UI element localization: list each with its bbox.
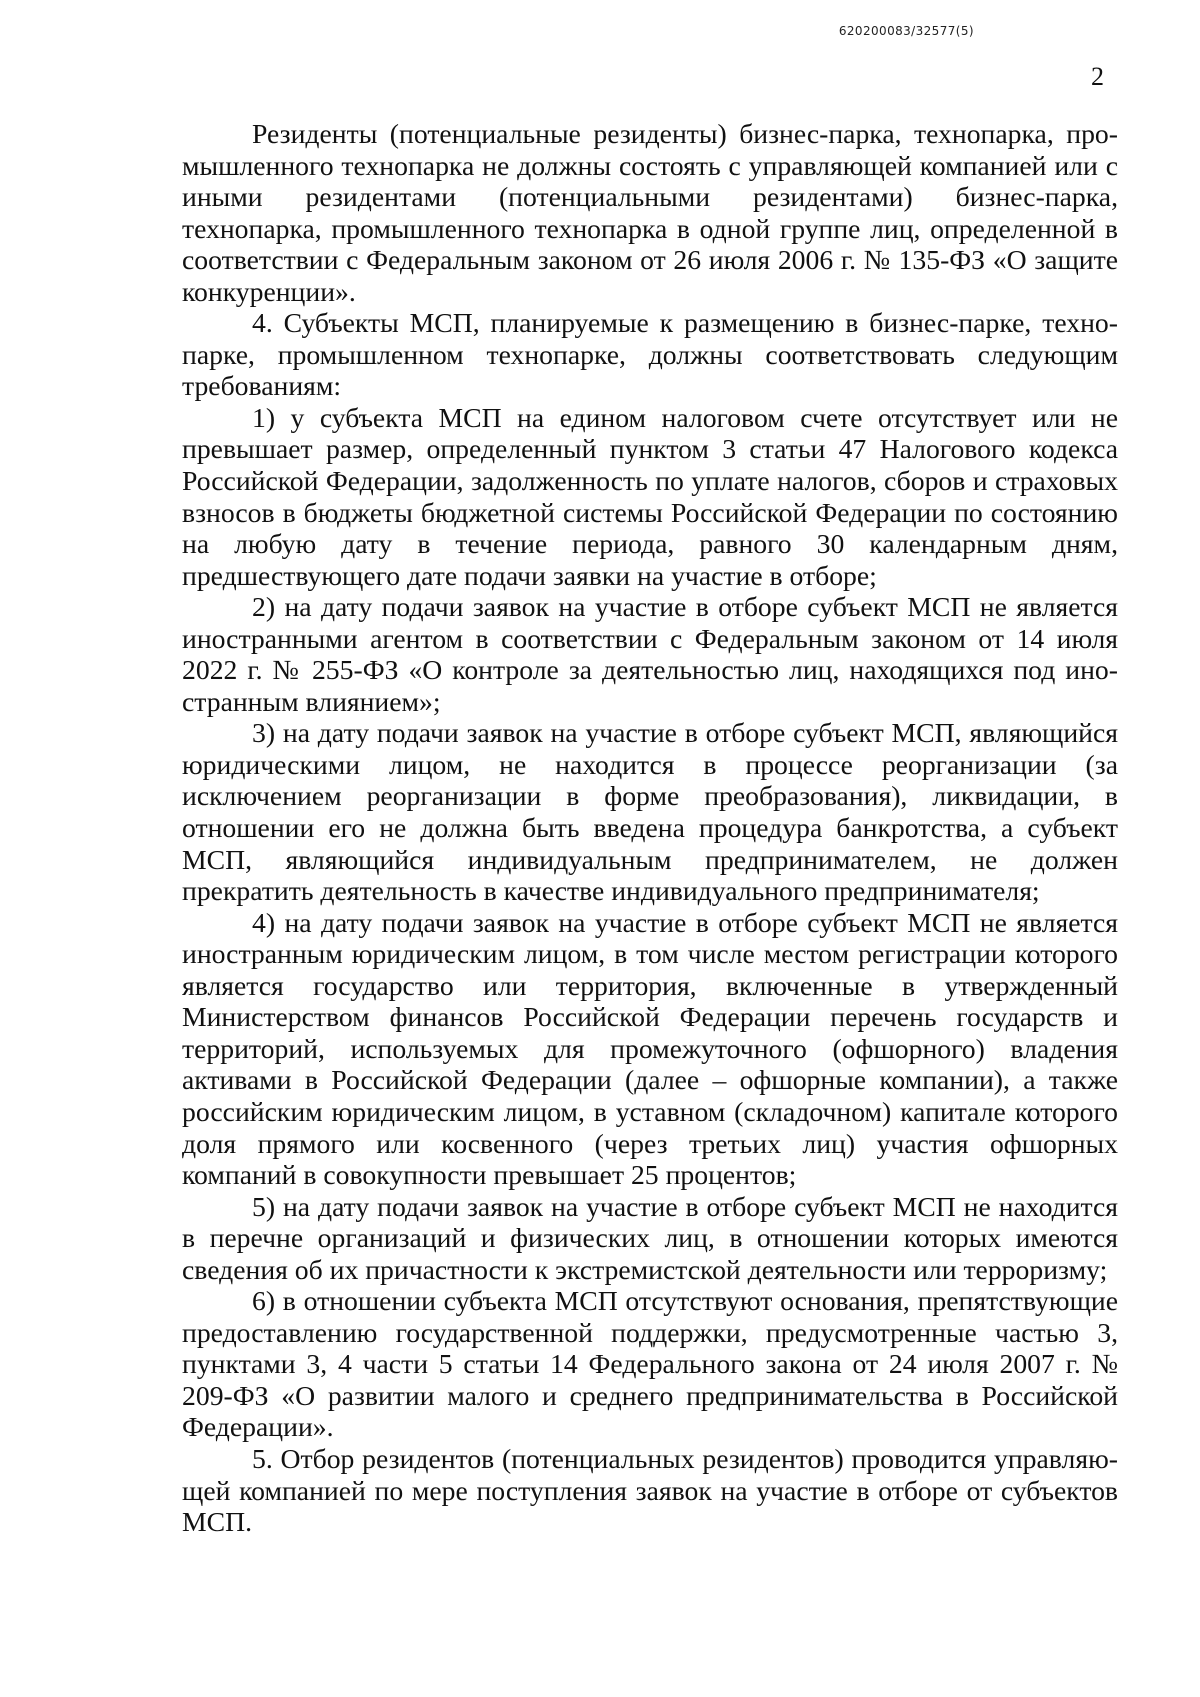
- subparagraph-6-support-grounds: 6) в отношении субъекта МСП отсутствуют основания, препятствующие предоставлению государственной поддержки, предусмотренные частью 3, пунктами 3, 4 части 5 статьи 14 Федерального закона от 24 июля 2007 г. № 209-ФЗ «О развитии малого и среднего предпринимательства в Российской Федерации».: [182, 1285, 1118, 1443]
- paragraph-4-requirements-intro: 4. Субъекты МСП, планируемые к размещению в бизнес-парке, технопарке, промышленном технопарке, должны соответствовать следующим требованиям:: [182, 307, 1118, 402]
- subparagraph-1-tax-debt: 1) у субъекта МСП на едином налоговом счете отсутствует или не превышает размер, определенный пунктом 3 статьи 47 Налогового кодекса Российской Федерации, задолженность по уплате налогов, сборов и страховых взносов в бюджеты бюджетной системы Российской Федерации по состоянию на любую дату в течение периода, равного 30 календарным дням, предшествующего дате подачи заявки на участие в отборе;: [182, 401, 1118, 591]
- paragraph-5-selection: 5. Отбор резидентов (потенциальных резидентов) проводится управляющей компанией по мере поступления заявок на участие в отборе от субъектов МСП.: [182, 1442, 1118, 1538]
- document-registration-number: 620200083/32577(5): [838, 24, 974, 38]
- paragraph-residents-group-rule: Резиденты (потенциальные резиденты) бизнес-парка, технопарка, промышленного технопарка не должны состоять с управляющей компанией или с иными резидентами (потенциальными резидентами) бизнес-парка, технопарка, промышленного технопарка в одной группе лиц, определенной в соответствии с Федеральным законом от 26 июля 2006 г. № 135-ФЗ «О защите конкуренции».: [182, 118, 1118, 307]
- page-number: 2: [1091, 62, 1104, 91]
- document-body: [182, 118, 1118, 1538]
- subparagraph-5-extremism-list: 5) на дату подачи заявок на участие в отборе субъект МСП не находится в перечне организаций и физических лиц, в отношении которых имеются сведения об их причастности к экстремистской деятельности или терроризму;: [182, 1190, 1118, 1285]
- subparagraph-2-foreign-agent: 2) на дату подачи заявок на участие в отборе субъект МСП не является иностранными агентом в соответствии с Федеральным законом от 14 июля 2022 г. № 255-ФЗ «О контроле за деятельностью лиц, находящихся под иностранным влиянием»;: [182, 591, 1118, 717]
- subparagraph-3-reorganization: 3) на дату подачи заявок на участие в отборе субъект МСП, являющийся юридическими лицом, не находится в процессе реорганизации (за исключением реорганизации в форме преобразования), ликвидации, в отношении его не должна быть введена процедура банкротства, а субъект МСП, являющийся индивидуальным предпринимателем, не должен прекратить деятельность в качестве индивидуального предпринимателя;: [182, 717, 1118, 907]
- subparagraph-4-offshore: 4) на дату подачи заявок на участие в отборе субъект МСП не является иностранным юридическим лицом, в том числе местом регистрации которого является государство или территория, включенные в утвержденный Министерством финансов Российской Федерации перечень государств и территорий, используемых для промежуточного (офшорного) владения активами в Российской Федерации (далее – офшорные компании), а также российским юридическим лицом, в уставном (складочном) капитале которого доля прямого или косвенного (через третьих лиц) участия офшорных компаний в совокупности превышает 25 процентов;: [182, 906, 1118, 1191]
